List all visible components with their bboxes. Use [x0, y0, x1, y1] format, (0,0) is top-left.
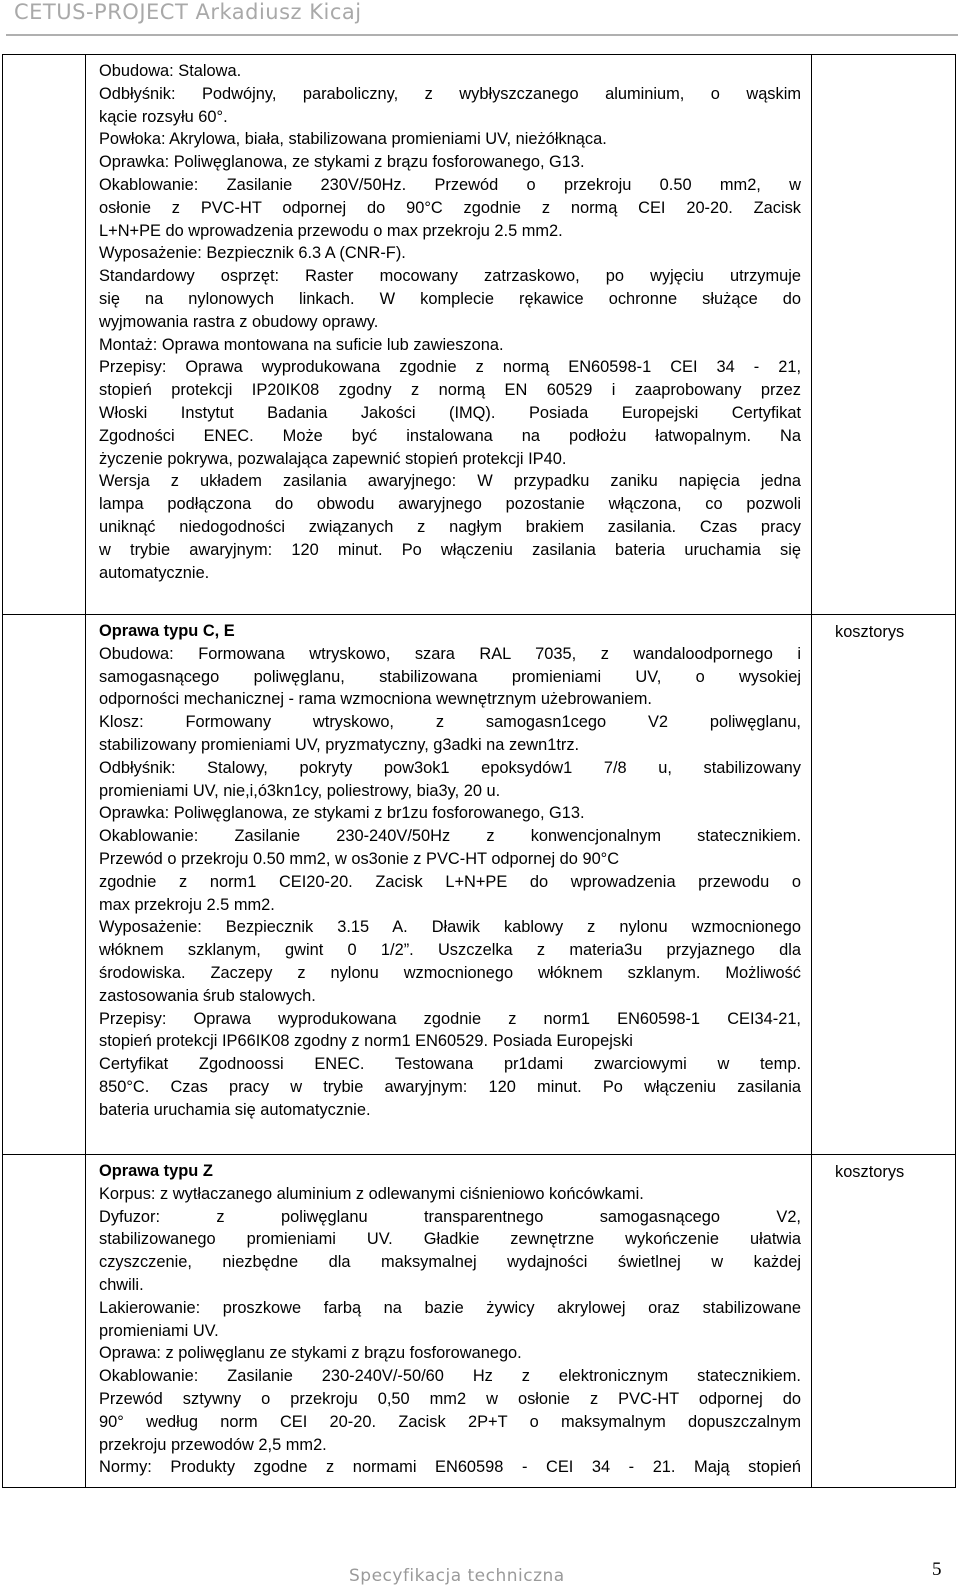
description-line: Oprawka: Poliwęglanowa, ze stykami z br1zu fosforowanego, G13.: [99, 804, 585, 823]
description-line: Dyfuzor: z poliwęglanu transparentnego samogasnącego V2,: [99, 1207, 801, 1226]
spec-row: [3, 1155, 956, 1488]
description-line: Korpus: z wytłaczanego aluminium z odlewanymi ciśnieniowo końcówkami.: [99, 1184, 644, 1203]
description-line: odporności mechanicznej - rama wzmocniona wewnętrznym użebrowaniem.: [99, 690, 652, 709]
description-line: zastosowania śrub stalowych.: [99, 986, 316, 1005]
description-line: Oprawa: z poliwęglanu ze stykami z brązu fosforowanego.: [99, 1344, 522, 1363]
description-line: czyszczenie, niezbędne dla maksymalnej wydajności świetlnej w każdej: [99, 1253, 801, 1272]
description-line: stopień protekcji IP20IK08 zgodny z normą EN 60529 i zaaprobowany przez: [99, 381, 801, 400]
description-line: Normy: Produkty zgodne z normami EN60598 - CEI 34 - 21. Mają stopień: [99, 1458, 801, 1477]
description-line: Lakierowanie: proszkowe farbą na bazie żywicy akrylowej oraz stabilizowane: [99, 1298, 801, 1317]
description-line: Wyposażenie: Bezpiecznik 3.15 A. Dławik kablowy z nylonu wzmocnionego: [99, 918, 801, 937]
description-line: Montaż: Oprawa montowana na suficie lub zawieszona.: [99, 335, 504, 354]
spec-row: [3, 55, 956, 615]
description-line: Przewód o przekroju 0.50 mm2, w os3onie z PVC-HT odpornej do 90°C: [99, 849, 620, 868]
description-line: Klosz: Formowany wtryskowo, z samogasn1cego V2 poliwęglanu,: [99, 713, 801, 732]
description-line: Powłoka: Akrylowa, biała, stabilizowana promieniami UV, nieżółknąca.: [99, 130, 607, 149]
description-line: promieniami UV, nie,i,ó3kn1cy, poliestrowy, bia3y, 20 u.: [99, 781, 501, 800]
description-line: stabilizowanego promieniami UV. Gładkie zewnętrzne wykończenie ułatwia: [99, 1230, 801, 1249]
description-line: max przekroju 2.5 mm2.: [99, 895, 275, 914]
header-title: CETUS-PROJECT Arkadiusz Kicaj: [14, 0, 362, 24]
item-number-cell: [3, 1155, 86, 1488]
description-line: automatycznie.: [99, 563, 210, 582]
description-line: życzenie pokrywa, pozwalająca zapewnić stopień protekcji IP40.: [99, 449, 567, 468]
page-number: 5: [932, 1559, 942, 1580]
description-line: przekroju przewodów 2,5 mm2.: [99, 1435, 327, 1454]
description-line: Zgodności ENEC. Może być instalowana na podłożu łatwopalnym. Na: [99, 426, 801, 445]
description-line: Przepisy: Oprawa wyprodukowana zgodnie z normą EN60598-1 CEI 34 - 21,: [99, 358, 801, 377]
description-line: Przepisy: Oprawa wyprodukowana zgodnie z norm1 EN60598-1 CEI34-21,: [99, 1009, 801, 1028]
cost-reference: kosztorys: [835, 623, 905, 641]
footer-text: Specyfikacja techniczna: [349, 1566, 565, 1586]
description-line: promieniami UV.: [99, 1321, 219, 1340]
description-line: Odbłyśnik: Podwójny, paraboliczny, z wybłyszczanego aluminium, o wąskim: [99, 84, 801, 103]
item-number-cell: [3, 615, 86, 1155]
description-line: Okablowanie: Zasilanie 230V/50Hz. Przewód o przekroju 0.50 mm2, w: [99, 175, 801, 194]
description-line: 850°C. Czas pracy w trybie awaryjnym: 120 minut. Po włączeniu zasilania: [99, 1077, 801, 1096]
description-line: osłonie z PVC-HT odpornej do 90°C zgodnie z normą CEI 20-20. Zacisk: [99, 198, 801, 217]
description-line: Okablowanie: Zasilanie 230-240V/-50/60 Hz z elektronicznym statecznikiem.: [99, 1367, 801, 1386]
description-line: Obudowa: Formowana wtryskowo, szara RAL 7035, z wandaloodpornego i: [99, 644, 801, 663]
description-line: włóknem szklanym, gwint 0 1/2”. Uszczelka z materia3u przyjaznego dla: [99, 941, 801, 960]
description-line: stabilizowany promieniami UV, pryzmatyczny, g3adki na zewn1trz.: [99, 735, 580, 754]
description-line: Standardowy osprzęt: Raster mocowany zatrzaskowo, po wyjęciu utrzymuje: [99, 267, 801, 286]
spec-row: [3, 615, 956, 1155]
description-line: samogasnącego poliwęglanu, stabilizowana promieniami UV, o wysokiej: [99, 667, 801, 686]
description-line: się na nylonowych linkach. W komplecie rękawice ochronne służące do: [99, 289, 801, 308]
item-number-cell: [3, 55, 86, 615]
description-cell: [86, 1155, 812, 1488]
description-line: Wersja z układem zasilania awaryjnego: W przypadku zaniku napięcia jedna: [99, 472, 801, 491]
description-line: wyjmowania rastra z obudowy oprawy.: [99, 312, 379, 331]
header-rule: [6, 34, 958, 36]
cost-reference: [812, 55, 955, 61]
cost-reference: kosztorys: [835, 1163, 905, 1181]
description-line: Odbłyśnik: Stalowy, pokryty pow3ok1 epoksydów1 7/8 u, stabilizowany: [99, 758, 801, 777]
cost-reference-cell: [812, 615, 956, 1155]
description-line: Okablowanie: Zasilanie 230-240V/50Hz z konwencjonalnym statecznikiem.: [99, 827, 801, 846]
description-line: chwili.: [99, 1275, 144, 1294]
description-line: 90° według norm CEI 20-20. Zacisk 2P+T o maksymalnym dopuszczalnym: [99, 1412, 801, 1431]
description-line: Włoski Instytut Badania Jakości (IMQ). Posiada Europejski Certyfikat: [99, 403, 801, 422]
description-line: Obudowa: Stalowa.: [99, 62, 242, 80]
fixture-type-heading: Oprawa typu C, E: [99, 622, 235, 640]
description-line: zgodnie z norm1 CEI20-20. Zacisk L+N+PE do wprowadzenia przewodu o: [99, 872, 801, 891]
description-line: Certyfikat Zgodnoossi ENEC. Testowana pr1dami zwarciowymi w temp.: [99, 1055, 801, 1074]
description-line: w trybie awaryjnym: 120 minut. Po włączeniu zasilania bateria uruchamia się: [99, 540, 801, 559]
description-line: środowiska. Zaczepy z nylonu wzmocnionego włóknem szklanym. Możliwość: [99, 963, 801, 982]
description-line: uniknąć niedogodności związanych z nagłym brakiem zasilania. Czas pracy: [99, 517, 801, 536]
cost-reference-cell: [812, 1155, 956, 1488]
fixture-type-heading: Oprawa typu Z: [99, 1162, 213, 1180]
description-cell: [86, 55, 812, 615]
cost-reference-cell: [812, 55, 956, 615]
description-line: Wyposażenie: Bezpiecznik 6.3 A (CNR-F).: [99, 244, 406, 263]
description-cell: [86, 615, 812, 1155]
description-line: Oprawka: Poliwęglanowa, ze stykami z brązu fosforowanego, G13.: [99, 153, 585, 172]
description-line: Przewód sztywny o przekroju 0,50 mm2 w osłonie z PVC-HT odpornej do: [99, 1389, 801, 1408]
description-line: stopień protekcji IP66IK08 zgodny z norm1 EN60529. Posiada Europejski: [99, 1032, 633, 1051]
description-line: lampa podłączona do obwodu awaryjnego pozostanie włączona, co pozwoli: [99, 495, 801, 514]
description-line: kącie rozsyłu 60°.: [99, 107, 228, 126]
description-line: L+N+PE do wprowadzenia przewodu o max przekroju 2.5 mm2.: [99, 221, 563, 240]
spec-table: [2, 54, 956, 1488]
description-line: bateria uruchamia się automatycznie.: [99, 1100, 371, 1119]
